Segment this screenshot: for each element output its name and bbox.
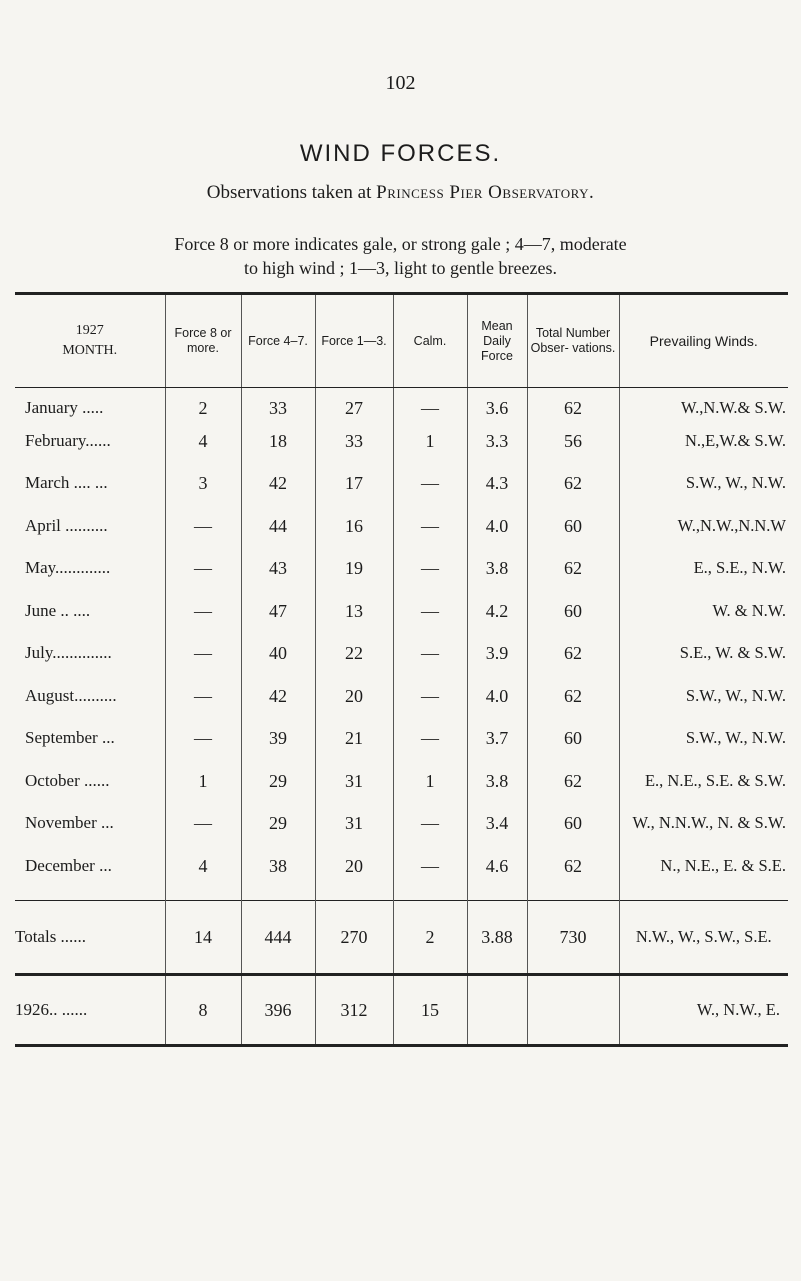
calm-cell: —	[393, 558, 467, 601]
force8-cell: —	[165, 686, 241, 729]
mean-cell: 3.4	[467, 813, 527, 856]
force13-cell: 19	[315, 558, 393, 601]
previous-force8: 8	[165, 974, 241, 1045]
winds-cell: S.W., W., N.W.	[619, 686, 788, 729]
calm-cell: —	[393, 643, 467, 686]
header-force8: Force 8 or more.	[165, 294, 241, 388]
calm-cell: —	[393, 728, 467, 771]
table-row	[15, 686, 788, 729]
previous-year-row	[15, 974, 788, 1045]
totals-mean: 3.88	[467, 900, 527, 974]
table-row	[15, 388, 788, 431]
previous-force13: 312	[315, 974, 393, 1045]
calm-cell: —	[393, 813, 467, 856]
mean-cell: 3.6	[467, 388, 527, 431]
force47-cell: 18	[241, 431, 315, 474]
previous-mean	[467, 974, 527, 1045]
header-row	[15, 294, 788, 388]
totals-calm: 2	[393, 900, 467, 974]
force8-cell: 4	[165, 431, 241, 474]
mean-cell: 4.0	[467, 516, 527, 559]
force8-cell: 4	[165, 856, 241, 901]
calm-cell: —	[393, 388, 467, 431]
force47-cell: 38	[241, 856, 315, 901]
force8-cell: 1	[165, 771, 241, 814]
calm-cell: —	[393, 516, 467, 559]
totals-row	[15, 900, 788, 974]
force8-cell: —	[165, 516, 241, 559]
subtitle-prefix: Observations taken at	[206, 182, 377, 203]
mean-cell: 4.6	[467, 856, 527, 901]
page-title: WIND FORCES.	[299, 140, 502, 167]
force47-cell: 42	[241, 686, 315, 729]
table-row	[15, 728, 788, 771]
table-row	[15, 558, 788, 601]
mean-cell: 3.8	[467, 771, 527, 814]
force13-cell: 31	[315, 771, 393, 814]
table-row	[15, 431, 788, 474]
winds-cell: S.W., W., N.W.	[619, 728, 788, 771]
force47-cell: 40	[241, 643, 315, 686]
page-number: 102	[385, 72, 416, 94]
table-row	[15, 643, 788, 686]
total-cell: 62	[527, 643, 619, 686]
header-force47: Force 4–7.	[241, 294, 315, 388]
totals-force13: 270	[315, 900, 393, 974]
table-row	[15, 516, 788, 559]
force13-cell: 21	[315, 728, 393, 771]
force-note-line2: to high wind ; 1—3, light to gentle breezes.	[244, 258, 557, 278]
winds-cell: W.,N.W.& S.W.	[619, 388, 788, 431]
header-total: Total Number Obser- vations.	[527, 294, 619, 388]
totals-force47: 444	[241, 900, 315, 974]
month-cell: January .....	[25, 398, 104, 417]
force8-cell: —	[165, 813, 241, 856]
force13-cell: 27	[315, 388, 393, 431]
header-force13: Force 1—3.	[315, 294, 393, 388]
table-row	[15, 473, 788, 516]
month-cell: December ...	[25, 855, 112, 875]
force47-cell: 42	[241, 473, 315, 516]
header-month	[15, 294, 165, 388]
calm-cell: —	[393, 856, 467, 901]
header-year: 1927	[75, 323, 104, 338]
total-cell: 60	[527, 601, 619, 644]
force47-cell: 29	[241, 813, 315, 856]
force47-cell: 44	[241, 516, 315, 559]
total-cell: 60	[527, 728, 619, 771]
subtitle-place: Princess Pier Observatory.	[376, 182, 595, 203]
month-cell: July..............	[25, 643, 112, 662]
calm-cell: —	[393, 686, 467, 729]
winds-cell: W., N.N.W., N. & S.W.	[619, 813, 788, 856]
mean-cell: 4.0	[467, 686, 527, 729]
calm-cell: —	[393, 601, 467, 644]
calm-cell: —	[393, 473, 467, 516]
month-cell: April ..........	[25, 515, 108, 535]
force13-cell: 17	[315, 473, 393, 516]
totals-total: 730	[527, 900, 619, 974]
month-cell: August..........	[25, 685, 117, 705]
totals-label: Totals ......	[15, 900, 165, 974]
calm-cell: 1	[393, 771, 467, 814]
previous-calm: 15	[393, 974, 467, 1045]
month-cell: June .. ....	[25, 600, 91, 620]
mean-cell: 3.7	[467, 728, 527, 771]
header-calm: Calm.	[393, 294, 467, 388]
force8-cell: —	[165, 643, 241, 686]
force13-cell: 20	[315, 856, 393, 901]
force13-cell: 33	[315, 431, 393, 474]
total-cell: 56	[527, 431, 619, 474]
force47-cell: 47	[241, 601, 315, 644]
winds-cell: N.,E,W.& S.W.	[619, 431, 788, 474]
force8-cell: —	[165, 728, 241, 771]
table-row	[15, 856, 788, 901]
winds-cell: S.W., W., N.W.	[619, 473, 788, 516]
header-winds: Prevailing Winds.	[619, 294, 788, 388]
force13-cell: 20	[315, 686, 393, 729]
table-row	[15, 601, 788, 644]
header-month-label: MONTH.	[62, 343, 118, 358]
force13-cell: 31	[315, 813, 393, 856]
mean-cell: 3.8	[467, 558, 527, 601]
force13-cell: 16	[315, 516, 393, 559]
totals-force8: 14	[165, 900, 241, 974]
force47-cell: 43	[241, 558, 315, 601]
force8-cell: —	[165, 601, 241, 644]
total-cell: 62	[527, 388, 619, 431]
header-mean: Mean Daily Force	[467, 294, 527, 388]
total-cell: 62	[527, 686, 619, 729]
table-row	[15, 813, 788, 856]
total-cell: 62	[527, 771, 619, 814]
table-row	[15, 771, 788, 814]
force8-cell: 2	[165, 388, 241, 431]
subtitle	[0, 182, 801, 204]
month-cell: October ......	[25, 770, 110, 790]
winds-cell: W.,N.W.,N.N.W	[619, 516, 788, 559]
mean-cell: 4.3	[467, 473, 527, 516]
calm-cell: 1	[393, 431, 467, 474]
force47-cell: 29	[241, 771, 315, 814]
mean-cell: 4.2	[467, 601, 527, 644]
force-note-line1: Force 8 or more indicates gale, or strong gale ; 4—7, moderate	[174, 234, 627, 254]
month-cell: May.............	[25, 558, 111, 577]
force47-cell: 33	[241, 388, 315, 431]
total-cell: 60	[527, 813, 619, 856]
previous-year-label: 1926.. ......	[15, 974, 165, 1045]
force13-cell: 22	[315, 643, 393, 686]
mean-cell: 3.3	[467, 431, 527, 474]
total-cell: 60	[527, 516, 619, 559]
total-cell: 62	[527, 473, 619, 516]
previous-force47: 396	[241, 974, 315, 1045]
force-note	[0, 232, 801, 280]
wind-forces-table	[15, 292, 788, 1047]
month-cell: November ...	[25, 813, 114, 832]
winds-cell: E., S.E., N.W.	[619, 558, 788, 601]
winds-cell: S.E., W. & S.W.	[619, 643, 788, 686]
month-cell: September ...	[25, 728, 115, 747]
force8-cell: —	[165, 558, 241, 601]
previous-total	[527, 974, 619, 1045]
month-cell: March .... ...	[25, 473, 108, 492]
total-cell: 62	[527, 558, 619, 601]
winds-cell: W. & N.W.	[619, 601, 788, 644]
winds-cell: N., N.E., E. & S.E.	[619, 856, 788, 901]
force47-cell: 39	[241, 728, 315, 771]
month-cell: February......	[25, 430, 111, 450]
previous-winds: W., N.W., E.	[619, 974, 788, 1045]
total-cell: 62	[527, 856, 619, 901]
mean-cell: 3.9	[467, 643, 527, 686]
force8-cell: 3	[165, 473, 241, 516]
totals-winds: N.W., W., S.W., S.E.	[619, 900, 788, 974]
winds-cell: E., N.E., S.E. & S.W.	[619, 771, 788, 814]
force13-cell: 13	[315, 601, 393, 644]
